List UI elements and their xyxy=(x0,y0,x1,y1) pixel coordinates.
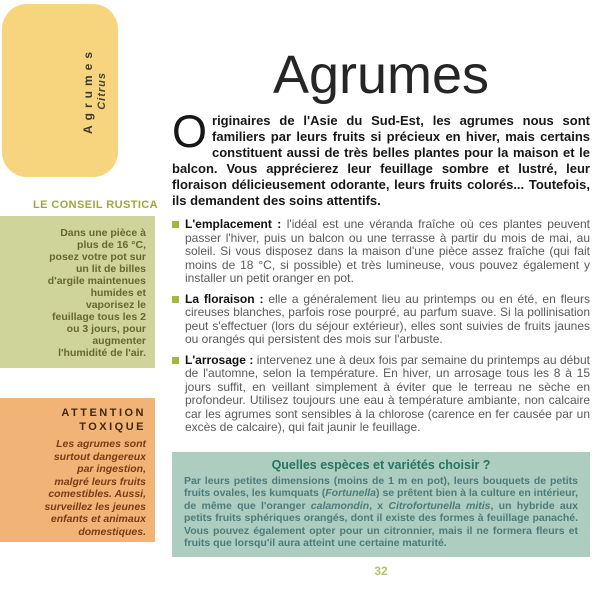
chapter-tab-title: Agrumes xyxy=(81,46,95,134)
intro-paragraph xyxy=(172,106,590,209)
bullet-label: L'arrosage : xyxy=(185,352,254,367)
bullet-square-icon xyxy=(172,357,179,364)
bullet-item-arrosage xyxy=(172,354,590,435)
bullet-square-icon xyxy=(172,221,179,228)
page-title: Agrumes xyxy=(272,45,490,105)
bullet-list xyxy=(172,218,590,435)
page-number: 32 xyxy=(374,563,388,578)
bullet-label: L'emplacement : xyxy=(185,217,282,231)
species-varieties-box xyxy=(172,452,590,557)
chapter-tab-labels xyxy=(81,4,108,177)
bullet-item-emplacement xyxy=(172,218,590,286)
chapter-tab xyxy=(2,4,118,177)
attention-toxique-text: Les agrumes sont surtout dangereux par ingestion, malgré leurs fruits comestibles. Aussi, surveillez les jeunes enfants et animaux domestiques. xyxy=(44,438,146,538)
bullet-text: l'idéal est une véranda fraîche où ces plantes peuvent passer l'hiver, puis un balcon ou une terrasse à partir du mois de mai, au soleil. Si vous disposez dans la maison d'une pièce assez fraîche (qui fait moins de 18 °C, si possible) et très lumineuse, vous pouvez également y installer un petit oranger en pot. xyxy=(185,217,590,285)
drop-cap: O xyxy=(172,106,208,157)
species-box-text: Par leurs petites dimensions (moins de 1 m en pot), leurs bouquets de petits fruits ovales, les kumquats (Fortunella) se prêtent bien à la culture en intérieur, de même que l'oranger calamondin, x Citrofortunella mitis, un hybride aux petits fruits sphériques orangés, dont il existe des formes à feuillage panaché. Vous pouvez également opter pour un citronnier, mais il ne formera fleurs et fruits que lorsqu'il aura atteint une certaine maturité. xyxy=(184,474,579,549)
attention-toxique-box xyxy=(0,398,155,542)
chapter-tab-latin-name: Citrus xyxy=(96,71,108,110)
bullet-item-floraison xyxy=(172,293,590,347)
conseil-rustica-box xyxy=(0,216,155,368)
attention-heading-line2: TOXIQUE xyxy=(79,421,146,433)
bullet-square-icon xyxy=(172,296,179,303)
article-column xyxy=(172,0,590,578)
conseil-rustica-heading: LE CONSEIL RUSTICA xyxy=(33,199,158,211)
species-box-title: Quelles espèces et variétés choisir ? xyxy=(271,457,491,472)
bullet-text: intervenez une à deux fois par semaine du printemps au début de l'automne, selon la température. En hiver, un arrosage tous les 8 à 15 jours suffit, en veillant simplement à éviter que le terreau ne sèche en profondeur. Utilisez toujours une eau à température ambiante, non calcaire car les agrumes sont sensibles à la chlorose (carence en fer causée par un excès de calcaire), qui fait jaunir le feuillage. xyxy=(185,352,590,434)
bullet-text: elle a généralement lieu au printemps ou en été, en fleurs cireuses blanches, parfois rose pourpré, au parfum suave. Si la pollinisation peut s'effectuer (lors du séjour extérieur), elles sont suivies de fruits jaunes ou orangés qui persistent des mois sur l'arbuste. xyxy=(185,291,590,346)
attention-toxique-heading xyxy=(40,406,146,434)
conseil-rustica-text: Dans une pièce à plus de 16 °C, posez votre pot sur un lit de billes d'argile maintenues humides et vaporisez le feuillage tous les 2 ou 3 jours, pour augmenter l'humidité de l'air. xyxy=(47,227,146,359)
bullet-label: La floraison : xyxy=(185,291,264,306)
intro-text: riginaires de l'Asie du Sud-Est, les agrumes nous sont familiers par leurs fruits si précieux en hiver, mais certains constituent aussi de très belles plantes pour la maison et le balcon. Vous apprécierez leur feuillage sombre et lustré, leur floraison délicieusement odorante, leurs fruits colorés... Toutefois, ils demandent des soins attentifs. xyxy=(172,113,590,208)
attention-heading-line1: ATTENTION xyxy=(61,407,146,419)
